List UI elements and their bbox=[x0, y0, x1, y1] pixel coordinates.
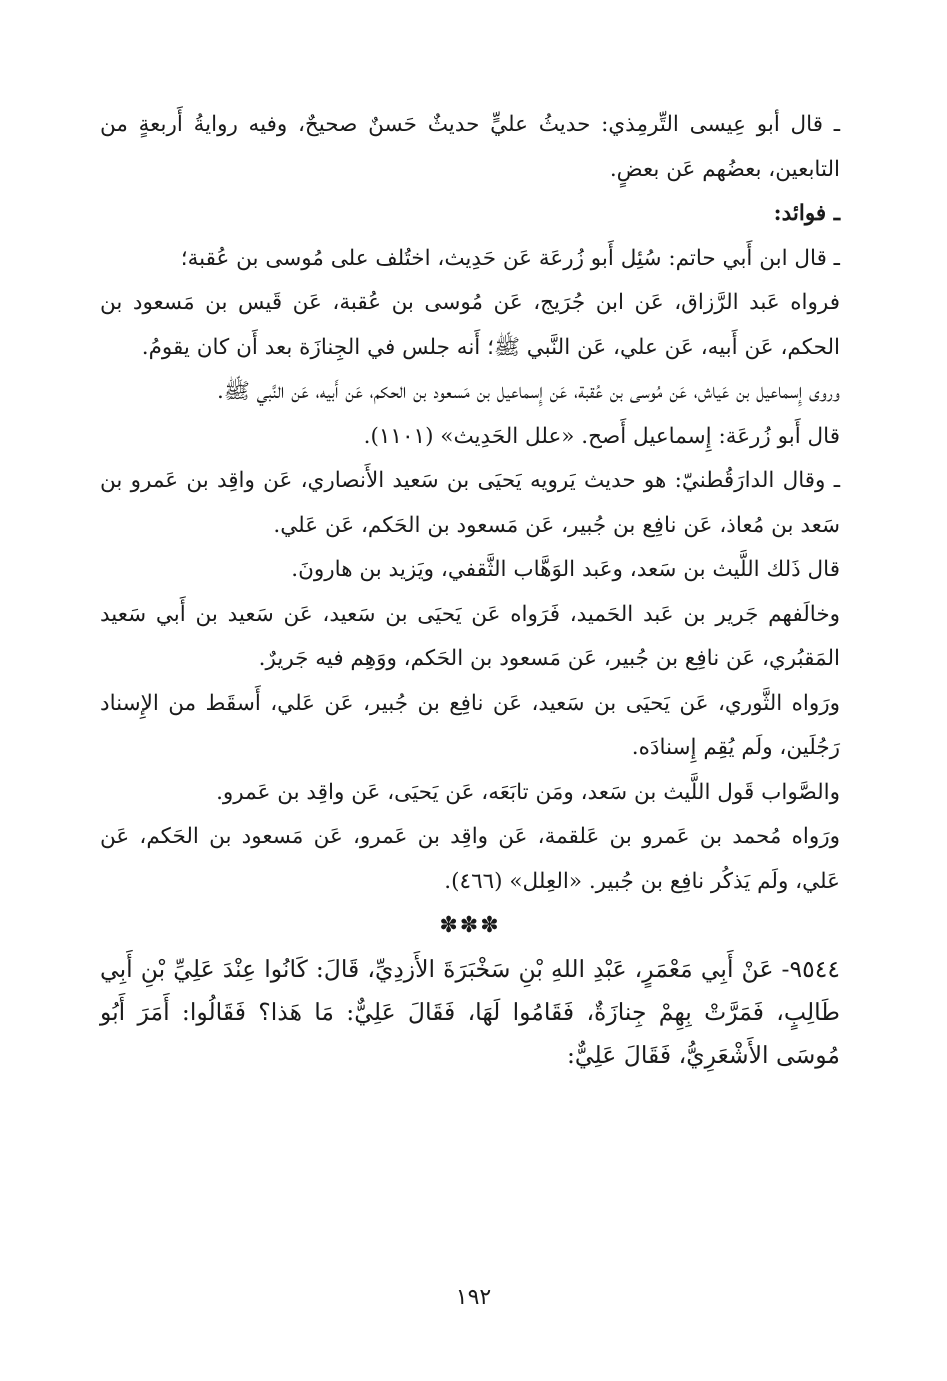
paragraph-abu-zura-verdict: قال أَبو زُرعَة: إِسماعيل أَصح. «علل الحَدِيث» (١١٠١). bbox=[363, 423, 840, 449]
page-number: ١٩٢ bbox=[455, 1285, 492, 1310]
paragraph-correct-view: والصَّواب قَول اللَّيث بن سَعد، ومَن تابَعَه، عَن يَحيَى، عَن واقِد بن عَمرو. bbox=[216, 779, 840, 805]
section-separator: ✽✽✽ bbox=[439, 913, 501, 938]
hadith-text: ٩٥٤٤- عَنْ أَبِي مَعْمَرٍ، عَبْدِ اللهِ بْنِ سَخْبَرَةَ الأَزدِيِّ، قَالَ: كَانُوا عِنْدَ عَلِيِّ بْنِ أَبِي طَالِبٍ، فَمَرَّتْ بِهِمْ جِنازَةٌ، فَقَامُوا لَهَا، فَقَالَ عَلِيٌّ: مَا هَذا؟ فَقَالُوا: أَمَرَ أَبُو مُوسَى الأَشْعَرِيُّ، فَقَالَ عَلِيٌّ: bbox=[100, 955, 840, 1069]
page-body bbox=[100, 103, 840, 1077]
paragraph-tirmidhi-verdict: ـ قال أبو عِيسى التِّرمِذي: حديثُ عليٍّ حديثٌ حَسنٌ صحيحٌ، وفيه روايةُ أَربعةٍ من التابعين، بعضُهم عَن بعضٍ. bbox=[100, 112, 840, 182]
paragraph-ismail-narration: وروى إِسماعيل بن عَياش، عَن مُوسى بن عُقبة، عَن إِسماعيل بن مَسعود بن الحكم، عَن أَبيه، عَن النَّبي ﷺ. bbox=[217, 379, 840, 404]
section-heading-benefits: ـ فوائد: bbox=[773, 201, 840, 226]
paragraph-daraqutni: ـ وقال الدارَقُطنيّ: هو حديث يَرويه يَحيَى بن سَعيد الأَنصاري، عَن واقِد بن عَمرو بن سَعد بن مُعاذ، عَن نافِع بن جُبير، عَن مَسعود بن الحَكم، عَن عَلي. bbox=[100, 468, 840, 538]
paragraph-thawri-narration: ورَواه الثَّوري، عَن يَحيَى بن سَعيد، عَن نافِع بن جُبير، عَن عَلي، أَسقَط من الإِسناد رَجُلَين، ولَم يُقِم إِسنادَه. bbox=[100, 690, 840, 760]
paragraph-muhammad-narration: ورَواه مُحمد بن عَمرو بن عَلقمة، عَن واقِد بن عَمرو، عَن مَسعود بن الحَكم، عَن عَلي، ولَم يَذكُر نافِع بن جُبير. «العِلل» (٤٦٦). bbox=[100, 824, 840, 894]
paragraph-layth-narration: قال ذَلك اللَّيث بن سَعد، وعَبد الوَهَّاب الثَّقفي، ويَزيد بن هارونَ. bbox=[291, 557, 840, 582]
paragraph-ibn-abi-hatim: ـ قال ابن أَبي حاتم: سُئِل أَبو زُرعَة عَن حَدِيث، اختُلف على مُوسى بن عُقبة؛ bbox=[180, 245, 840, 271]
paragraph-jarir-narration: وخالَفهم جَرير بن عَبد الحَميد، فَرَواه عَن يَحيَى بن سَعيد، عَن سَعيد بن أَبي سَعيد المَقبُري، عَن نافِع بن جُبير، عَن مَسعود بن الحَكم، ووَهِم فيه جَريرٌ. bbox=[100, 601, 840, 671]
paragraph-abdurrazzaq-narration: فرواه عَبد الرَّزاق، عَن ابن جُرَيج، عَن مُوسى بن عُقبة، عَن قَيس بن مَسعود بن الحكم، عَن أَبيه، عَن علي، عَن النَّبي ﷺ؛ أَنه جلس في الجِنازَة بعد أَن كان يقومُ. bbox=[100, 290, 840, 360]
